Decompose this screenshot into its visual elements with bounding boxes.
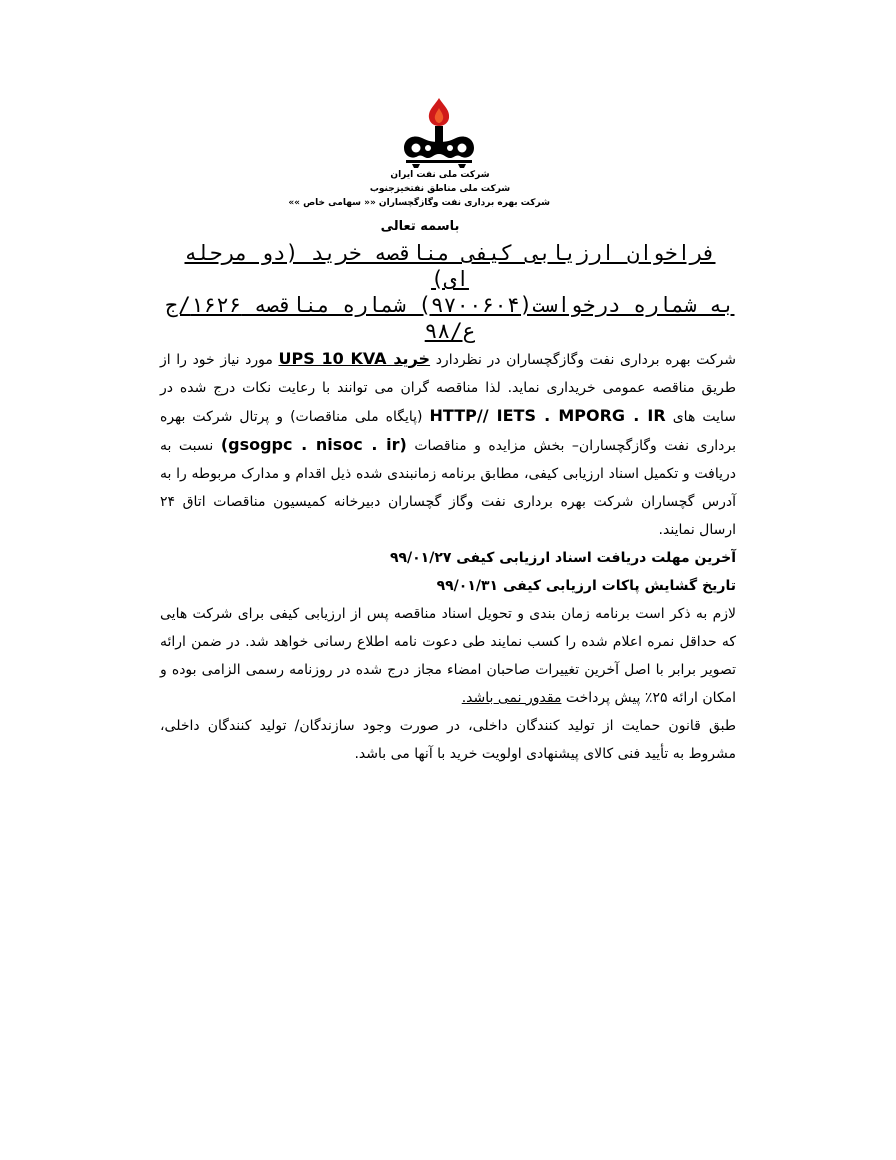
basmala: باسمه تعالی bbox=[380, 219, 460, 234]
opening-date: تاریخ گشایش پاکات ارزیابی کیفی ۹۹/۰۱/۳۱ bbox=[436, 578, 736, 594]
announcement-title bbox=[160, 240, 740, 344]
org-line-2: شرکت ملی مناطق نفتخیزجنوب bbox=[369, 184, 511, 194]
p1-text-b: مورد نیاز خود را از طریق مناقصه عمومی خریداری نماید. لذا مناقصه گران می توانند با رعایت نکات درج شده در سایت های bbox=[160, 352, 736, 425]
paragraph-1 bbox=[160, 345, 736, 544]
organization-header bbox=[288, 168, 550, 210]
paragraph-3: طبق قانون حمایت از تولید کنندگان داخلی، در صورت وجود سازندگان/ تولید کنندگان داخلی، مشروط به تأیید فنی کالای پیشنهادی اولویت خرید با آنها می باشد. bbox=[160, 718, 736, 762]
tender-item: خرید UPS 10 KVA bbox=[278, 349, 431, 368]
tender-site-link-2: (gsogpc . nisoc . ir) bbox=[220, 435, 407, 454]
flame-logo-icon bbox=[398, 96, 480, 170]
p2-text: لازم به ذکر است برنامه زمان بندی و تحویل اسناد مناقصه پس از ارزیابی کیفی برای شرکت هایی که حداقل نمره اعلام شده را کسب نمایند طی دعوت نامه اطلاع رسانی خواهد شد. در ضمن ارائه تصویر برابر با اصل آخرین تغییرات صاحبان امضاء مجاز درج شده در روزنامه رسمی الزامی بوده و امکان ارائه ۲۵٪ پیش پرداخت bbox=[160, 606, 736, 706]
p1-text-a: شرکت بهره برداری نفت وگازگچساران در نظردارد bbox=[430, 352, 737, 368]
org-line-3: شرکت بهره برداری نفت وگازگچساران «« سهامی خاص »» bbox=[288, 198, 550, 208]
title-line-1: فراخوان ارزیابی کیفی مناقصه خرید (دو مرحله ای) bbox=[184, 241, 716, 291]
p2-underlined-text: مقدور نمی باشد. bbox=[461, 690, 562, 706]
org-line-1: شرکت ملی نفت ایران bbox=[390, 170, 490, 180]
nioc-logo bbox=[398, 96, 480, 170]
p1-text-c: (پایگاه ملی مناقصات) و پرتال شرکت بهره برداری نفت وگازگچساران– بخش مزایده و مناقصات bbox=[160, 409, 737, 454]
paragraph-2 bbox=[160, 600, 736, 712]
tender-site-link-1: HTTP// IETS . MPORG . IR bbox=[429, 406, 666, 425]
document-deadline: آخرین مهلت دریافت اسناد ارزیابی کیفی ۹۹/۰۱/۲۷ bbox=[389, 550, 736, 566]
p1-text-d: نسبت به دریافت و تکمیل اسناد ارزیابی کیفی، مطابق برنامه زمانبندی شده ذیل اقدام و مدارک مربوطه را به آدرس گچساران شرکت بهره برداری نفت وگاز گچساران دبیرخانه کمیسیون مناقصات اتاق ۲۴ ارسال نمایند. bbox=[160, 438, 736, 538]
title-line-2: به شماره درخواست(۹۷۰۰۶۰۴) شماره مناقصه ۱۶۲۶/ج ع/۹۸ bbox=[165, 293, 735, 343]
announcement-body bbox=[160, 345, 736, 768]
